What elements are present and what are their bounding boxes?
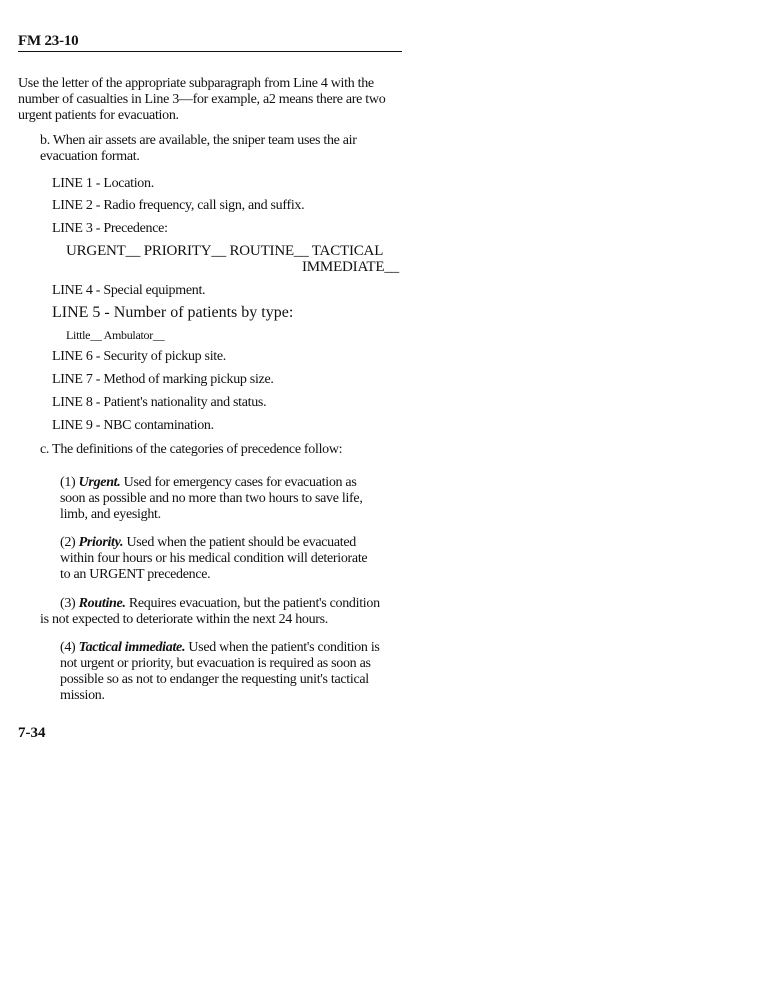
definition-term: Priority. [78,535,124,550]
definition-number: (1) [60,475,79,490]
definition-number: (2) [60,535,79,550]
line-2: LINE 2 - Radio frequency, call sign, and suffix. [52,198,305,213]
definition-term: Routine. [78,596,126,611]
page-header [18,32,402,52]
definition-priority [60,535,380,583]
patient-types: Little__ Ambulator__ [66,328,165,342]
definition-routine [40,596,380,628]
definition-text: Used when the patient's condition is not urgent or priority, but evacuation is required as soon as possible so as not to endanger the requesting unit's tactical mission. [60,640,380,703]
definition-text: Requires evacuation, but the patient's condition is not expected to deteriorate within the next 24 hours. [40,596,380,627]
line-6: LINE 6 - Security of pickup site. [52,349,227,364]
definition-tactical-immediate [60,640,380,704]
definition-term: Tactical immediate. [78,640,186,655]
definition-text: Used when the patient should be evacuated within four hours or his medical condition will deteriorate to an URGENT precedence. [60,535,368,582]
precedence-options: URGENT__ PRIORITY__ ROUTINE__ TACTICAL [66,243,384,259]
definition-number: (4) [60,640,79,655]
line-3: LINE 3 - Precedence: [52,221,168,236]
line-8: LINE 8 - Patient's nationality and status. [52,395,267,410]
line-7: LINE 7 - Method of marking pickup size. [52,372,274,387]
line-1: LINE 1 - Location. [52,176,154,191]
paragraph-b: b. When air assets are available, the sniper team uses the air evacuation format. [40,133,357,164]
definition-urgent [60,475,380,523]
page-number: 7-34 [18,725,46,741]
definition-text: Used for emergency cases for evacuation as soon as possible and no more than two hours to save life, limb, and eyesight. [60,475,363,522]
manual-title: FM 23-10 [18,33,79,49]
definition-term: Urgent. [78,475,121,490]
definition-number: (3) [60,596,79,611]
line-9: LINE 9 - NBC contamination. [52,418,214,433]
intro-paragraph: Use the letter of the appropriate subparagraph from Line 4 with the number of casualties in Line 3—for example, a2 means there are two urgent patients for evacuation. [18,76,386,123]
line-5: LINE 5 - Number of patients by type: [52,304,294,321]
precedence-options-continued: IMMEDIATE__ [302,259,399,275]
line-4: LINE 4 - Special equipment. [52,283,206,298]
paragraph-c: c. The definitions of the categories of precedence follow: [40,442,343,457]
